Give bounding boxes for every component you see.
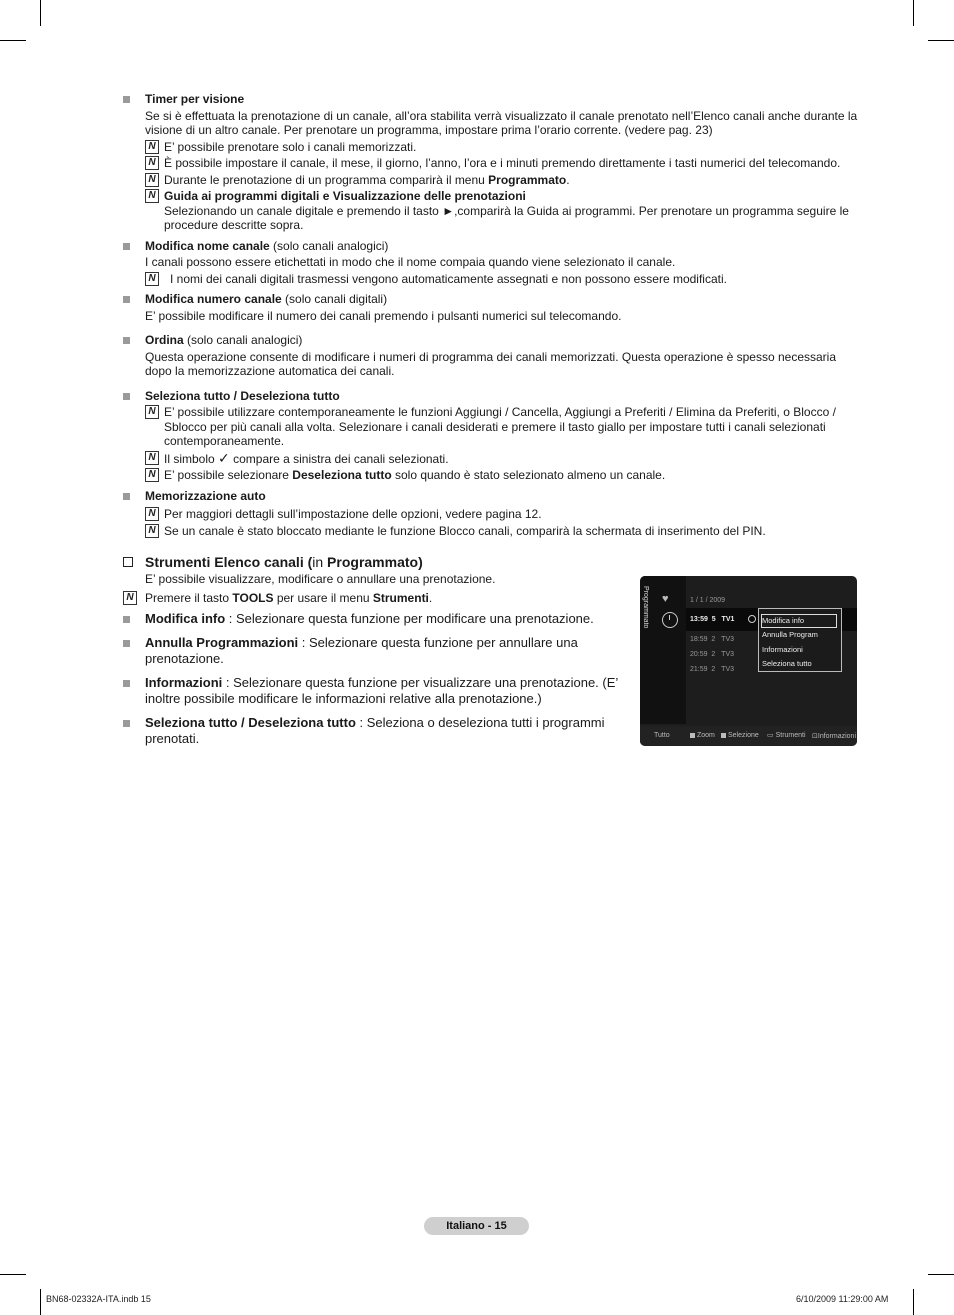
tv-menu-item: Annulla Program <box>762 630 818 639</box>
item-text: I canali possono essere etichettati in modo che il nome compaia quando viene selezionato il canale. <box>145 255 676 269</box>
list-item: Informazioni : Selezionare questa funzione per visualizzare una prenotazione. (E’ inoltre possibile modificare le informazioni relative alla prenotazione.) <box>120 675 620 707</box>
note: N E’ possibile utilizzare contemporaneamente le funzioni Aggiungi / Cancella, Aggiungi a Preferiti / Elimina da Preferiti, o Blocco / Sblocco per più canali alla volta. Selezionare i canali desiderati e premere il tasto giallo per impostare tutti i canali selezionati contemporaneamente. <box>145 405 860 449</box>
item-text: E’ possibile modificare il numero dei canali premendo i pulsanti numerici sul telecomando. <box>145 308 622 323</box>
note-icon: N <box>145 173 159 187</box>
note-icon: N <box>123 591 137 605</box>
bullet-square-icon <box>123 393 130 400</box>
note-icon: N <box>145 405 159 419</box>
crop-mark <box>0 40 26 41</box>
crop-mark <box>913 1289 914 1315</box>
tv-menu-item: Informazioni <box>762 645 803 654</box>
note: N Il simbolo ✓ compare a sinistra dei canali selezionati. <box>145 451 860 467</box>
bullet-square-icon <box>123 243 130 250</box>
tv-footer-all: Tutto <box>654 732 670 739</box>
date-footer: 6/10/2009 11:29:00 AM <box>796 1294 889 1304</box>
list-item: Annulla Programmazioni : Selezionare questa funzione per annullare una prenotazione. <box>120 635 620 667</box>
tv-date: 1 / 1 / 2009 <box>690 597 726 604</box>
note: N E’ possibile selezionare Deseleziona tutto solo quando è stato selezionato almeno un canale. <box>145 468 860 483</box>
page-number: Italiano - 15 <box>424 1217 529 1235</box>
item-title: Seleziona tutto / Deseleziona tutto <box>145 388 340 403</box>
list-item <box>120 92 860 233</box>
tv-tools-menu <box>758 608 842 672</box>
item-title: Modifica numero canale <box>145 292 282 306</box>
square-button-icon <box>721 733 726 738</box>
check-icon: ✓ <box>218 449 230 466</box>
clock-icon <box>748 615 756 623</box>
list-item <box>120 489 860 539</box>
bullet-square-icon <box>123 616 130 623</box>
note: N Per maggiori dettagli sull’impostazione delle opzioni, vedere pagina 12. <box>145 507 860 522</box>
checkbox-square-icon <box>123 557 133 567</box>
section-intro: E’ possibile visualizzare, modificare o annullare una prenotazione. <box>145 572 496 586</box>
note: N Premere il tasto TOOLS per usare il menu Strumenti. <box>120 591 620 605</box>
tv-screen-image <box>640 576 857 746</box>
bullet-square-icon <box>123 493 130 500</box>
note-icon: N <box>145 524 159 538</box>
tools-section <box>120 553 620 755</box>
list-item: Ordina (solo canali analogici) Questa operazione consente di modificare i numeri di programma dei canali memorizzati. Questa operazione è spesso necessaria dopo la memorizzazione automatica dei canali. <box>120 333 860 379</box>
note: N E’ possibile prenotare solo i canali memorizzati. <box>145 140 860 155</box>
bullet-square-icon <box>123 680 130 687</box>
section-title: Strumenti Elenco canali (in Programmato) <box>120 553 620 571</box>
list-item: Modifica info : Selezionare questa funzione per modificare una prenotazione. <box>120 611 620 627</box>
tv-menu-item: Seleziona tutto <box>762 659 812 668</box>
item-text: Se si è effettuata la prenotazione di un canale, all’ora stabilita verrà visualizzato il canale prenotato nell’Elenco canali anche durante la visione di un altro canale. Per prenotare un programma, impostare prima l’orario corrente. (vedere pag. 23) <box>145 108 858 137</box>
bullet-square-icon <box>123 296 130 303</box>
tools-icon: ▭ <box>767 732 774 739</box>
tv-row: 13:59 5 TV1 <box>690 616 735 623</box>
tv-row: 20:59 2 TV3 <box>690 651 735 658</box>
tv-menu-item: Modifica info <box>762 616 805 625</box>
note: N Guida ai programmi digitali e Visualizzazione delle prenotazioni Selezionando un canale digitale e premendo il tasto ►,comparirà la Guida ai programmi. Per prenotare un programma seguire le procedure descritte sopra. <box>145 189 860 233</box>
crop-mark <box>0 1274 26 1275</box>
note-icon: N <box>145 451 159 465</box>
square-button-icon <box>690 733 695 738</box>
tv-footer-select: Selezione <box>721 732 759 739</box>
tv-footer-info: ⊡Informazioni <box>812 733 857 740</box>
file-footer: BN68-02332A-ITA.indb 15 <box>46 1294 151 1304</box>
note-icon: N <box>145 156 159 170</box>
bullet-square-icon <box>123 96 130 103</box>
note-title: Guida ai programmi digitali e Visualizzazione delle prenotazioni <box>164 189 526 203</box>
tv-row: 21:59 2 TV3 <box>690 666 735 673</box>
crop-mark <box>913 0 914 26</box>
bullet-square-icon <box>123 720 130 727</box>
note-icon: N <box>145 189 159 203</box>
list-item: Modifica nome canale (solo canali analogici) I canali possono essere etichettati in modo che il nome compaia quando viene selezionato il canale. N I nomi dei canali digitali trasmessi vengono automaticamente assegnati e non possono essere modificati. <box>120 239 860 287</box>
note-icon: N <box>145 468 159 482</box>
crop-mark <box>928 1274 954 1275</box>
item-title: Ordina <box>145 333 184 347</box>
note-icon: N <box>145 272 159 286</box>
info-icon: ⊡ <box>812 733 818 740</box>
note: N Se un canale è stato bloccato mediante le funzione Blocco canali, comparirà la schermata di inserimento del PIN. <box>145 524 860 539</box>
bullet-square-icon <box>123 640 130 647</box>
note: N Durante le prenotazione di un programma comparirà il menu Programmato. <box>145 173 860 188</box>
crop-mark <box>928 40 954 41</box>
bullet-square-icon <box>123 337 130 344</box>
item-text: Questa operazione consente di modificare i numeri di programma dei canali memorizzati. Questa operazione è spesso necessaria dopo la memorizzazione automatica dei canali. <box>145 349 837 378</box>
item-title: Memorizzazione auto <box>145 488 266 503</box>
tv-footer-zoom: Zoom <box>690 732 715 739</box>
main-content <box>120 92 860 544</box>
list-item: Seleziona tutto / Deseleziona tutto : Seleziona o deseleziona tutti i programmi prenotati. <box>120 715 620 747</box>
heart-icon: ♥ <box>662 593 669 605</box>
crop-mark <box>40 1289 41 1315</box>
tv-side-title: Programmato <box>642 586 649 629</box>
crop-mark <box>40 0 41 26</box>
note: N I nomi dei canali digitali trasmessi vengono automaticamente assegnati e non possono essere modificati. <box>145 272 860 287</box>
note: N È possibile impostare il canale, il mese, il giorno, l’anno, l’ora e i minuti premendo direttamente i tasti numerici del telecomando. <box>145 156 860 171</box>
note-icon: N <box>145 140 159 154</box>
tv-footer-tools: ▭ Strumenti <box>767 732 806 739</box>
list-item <box>120 389 860 483</box>
list-item: Modifica numero canale (solo canali digitali) E’ possibile modificare il numero dei canali premendo i pulsanti numerici sul telecomando. <box>120 292 860 323</box>
tv-row: 18:59 2 TV3 <box>690 636 735 643</box>
clock-icon <box>662 612 678 628</box>
item-title: Modifica nome canale <box>145 238 270 253</box>
note-icon: N <box>145 507 159 521</box>
item-title: Timer per visione <box>145 92 245 106</box>
